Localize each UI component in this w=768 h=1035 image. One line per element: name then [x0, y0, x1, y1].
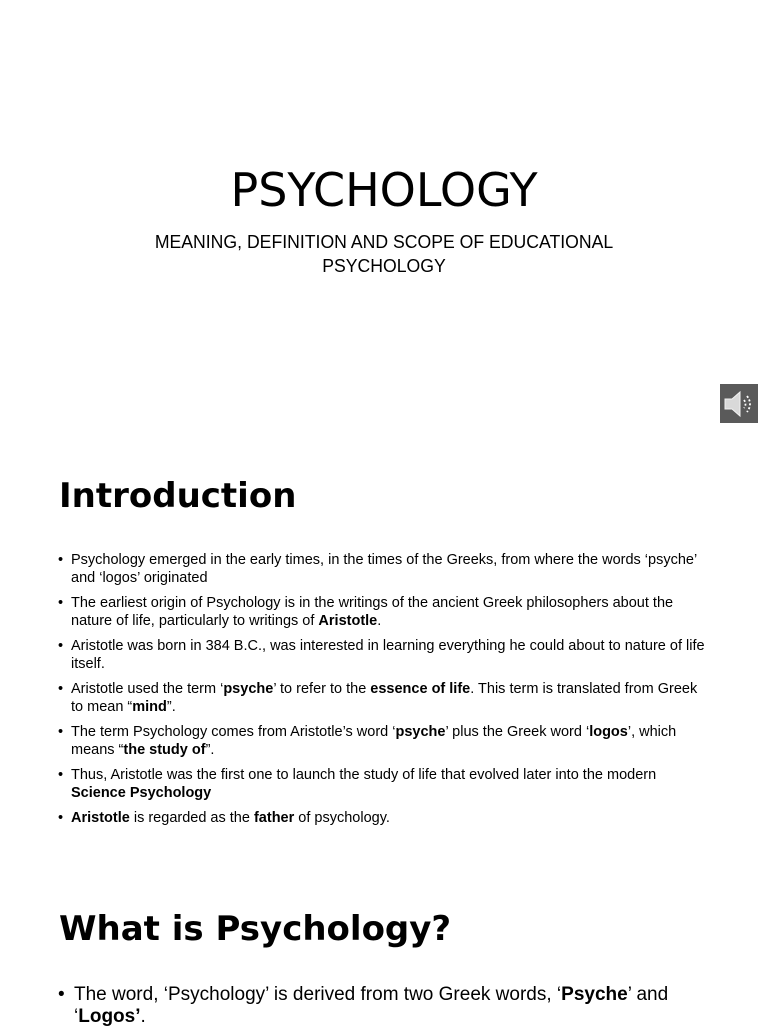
bullet-text: Psychology emerged in the early times, in the times of the Greeks, from where the words ‘psyche’ and ‘logos’ originated — [71, 552, 697, 586]
list-item — [58, 594, 708, 630]
audio-button[interactable] — [720, 384, 758, 423]
introduction-heading: Introduction — [59, 476, 297, 516]
bullet-emphasis: Logos’ — [78, 1006, 141, 1027]
bullet-emphasis: mind — [132, 699, 167, 715]
slide-subtitle: MEANING, DEFINITION AND SCOPE OF EDUCATIONAL PSYCHOLOGY — [154, 232, 614, 276]
bullet-emphasis: Psyche — [561, 984, 628, 1005]
bullet-text: The word, ‘Psychology’ is derived from two Greek words, ‘ — [74, 984, 562, 1005]
list-item — [58, 637, 708, 673]
bullet-text: ’ and ‘ — [74, 984, 669, 1027]
what-is-psychology-heading: What is Psychology? — [59, 909, 452, 949]
bullet-emphasis: father — [253, 810, 295, 826]
bullet-text: of psychology. — [294, 810, 390, 826]
bullet-text: ”. — [205, 742, 215, 758]
speaker-icon — [722, 387, 756, 421]
bullet-text: ’, which means “ — [71, 724, 677, 758]
bullet-text: . — [140, 1006, 146, 1027]
bullet-emphasis: Aristotle — [71, 810, 130, 826]
bullet-text: Aristotle was born in 384 B.C., was interested in learning everything he could about to nature of life itself. — [71, 638, 705, 672]
bullet-text: The term Psychology comes from Aristotle’s word ‘ — [71, 724, 396, 740]
bullet-text: ”. — [166, 699, 176, 715]
bullet-text: . — [377, 613, 382, 629]
list-item — [58, 766, 708, 802]
bullet-emphasis: logos — [589, 724, 628, 740]
bullet-emphasis: psyche — [223, 681, 274, 697]
bullet-emphasis: Science Psychology — [71, 785, 212, 801]
slide-title: PSYCHOLOGY — [230, 163, 538, 217]
bullet-text: The earliest origin of Psychology is in the writings of the ancient Greek philosophers about the nature of life, particularly to writings of — [71, 595, 674, 629]
list-item — [58, 809, 708, 827]
list-item — [58, 551, 708, 587]
bullet-text: ’ to refer to the — [273, 681, 371, 697]
bullet-text: Aristotle used the term ‘ — [71, 681, 224, 697]
bullet-emphasis: psyche — [395, 724, 446, 740]
bullet-text: ’ plus the Greek word ‘ — [445, 724, 590, 740]
list-item — [58, 680, 708, 716]
what-is-bullet-list — [58, 984, 708, 1035]
bullet-text: . This term is translated from Greek to mean “ — [71, 681, 698, 715]
list-item — [58, 984, 708, 1028]
bullet-emphasis: essence of life — [370, 681, 471, 697]
introduction-bullet-list — [58, 551, 708, 834]
bullet-text: Thus, Aristotle was the first one to launch the study of life that evolved later into the modern — [71, 767, 657, 783]
bullet-text: is regarded as the — [129, 810, 254, 826]
bullet-emphasis: the study of — [123, 742, 206, 758]
bullet-emphasis: Aristotle — [318, 613, 378, 629]
list-item — [58, 723, 708, 759]
